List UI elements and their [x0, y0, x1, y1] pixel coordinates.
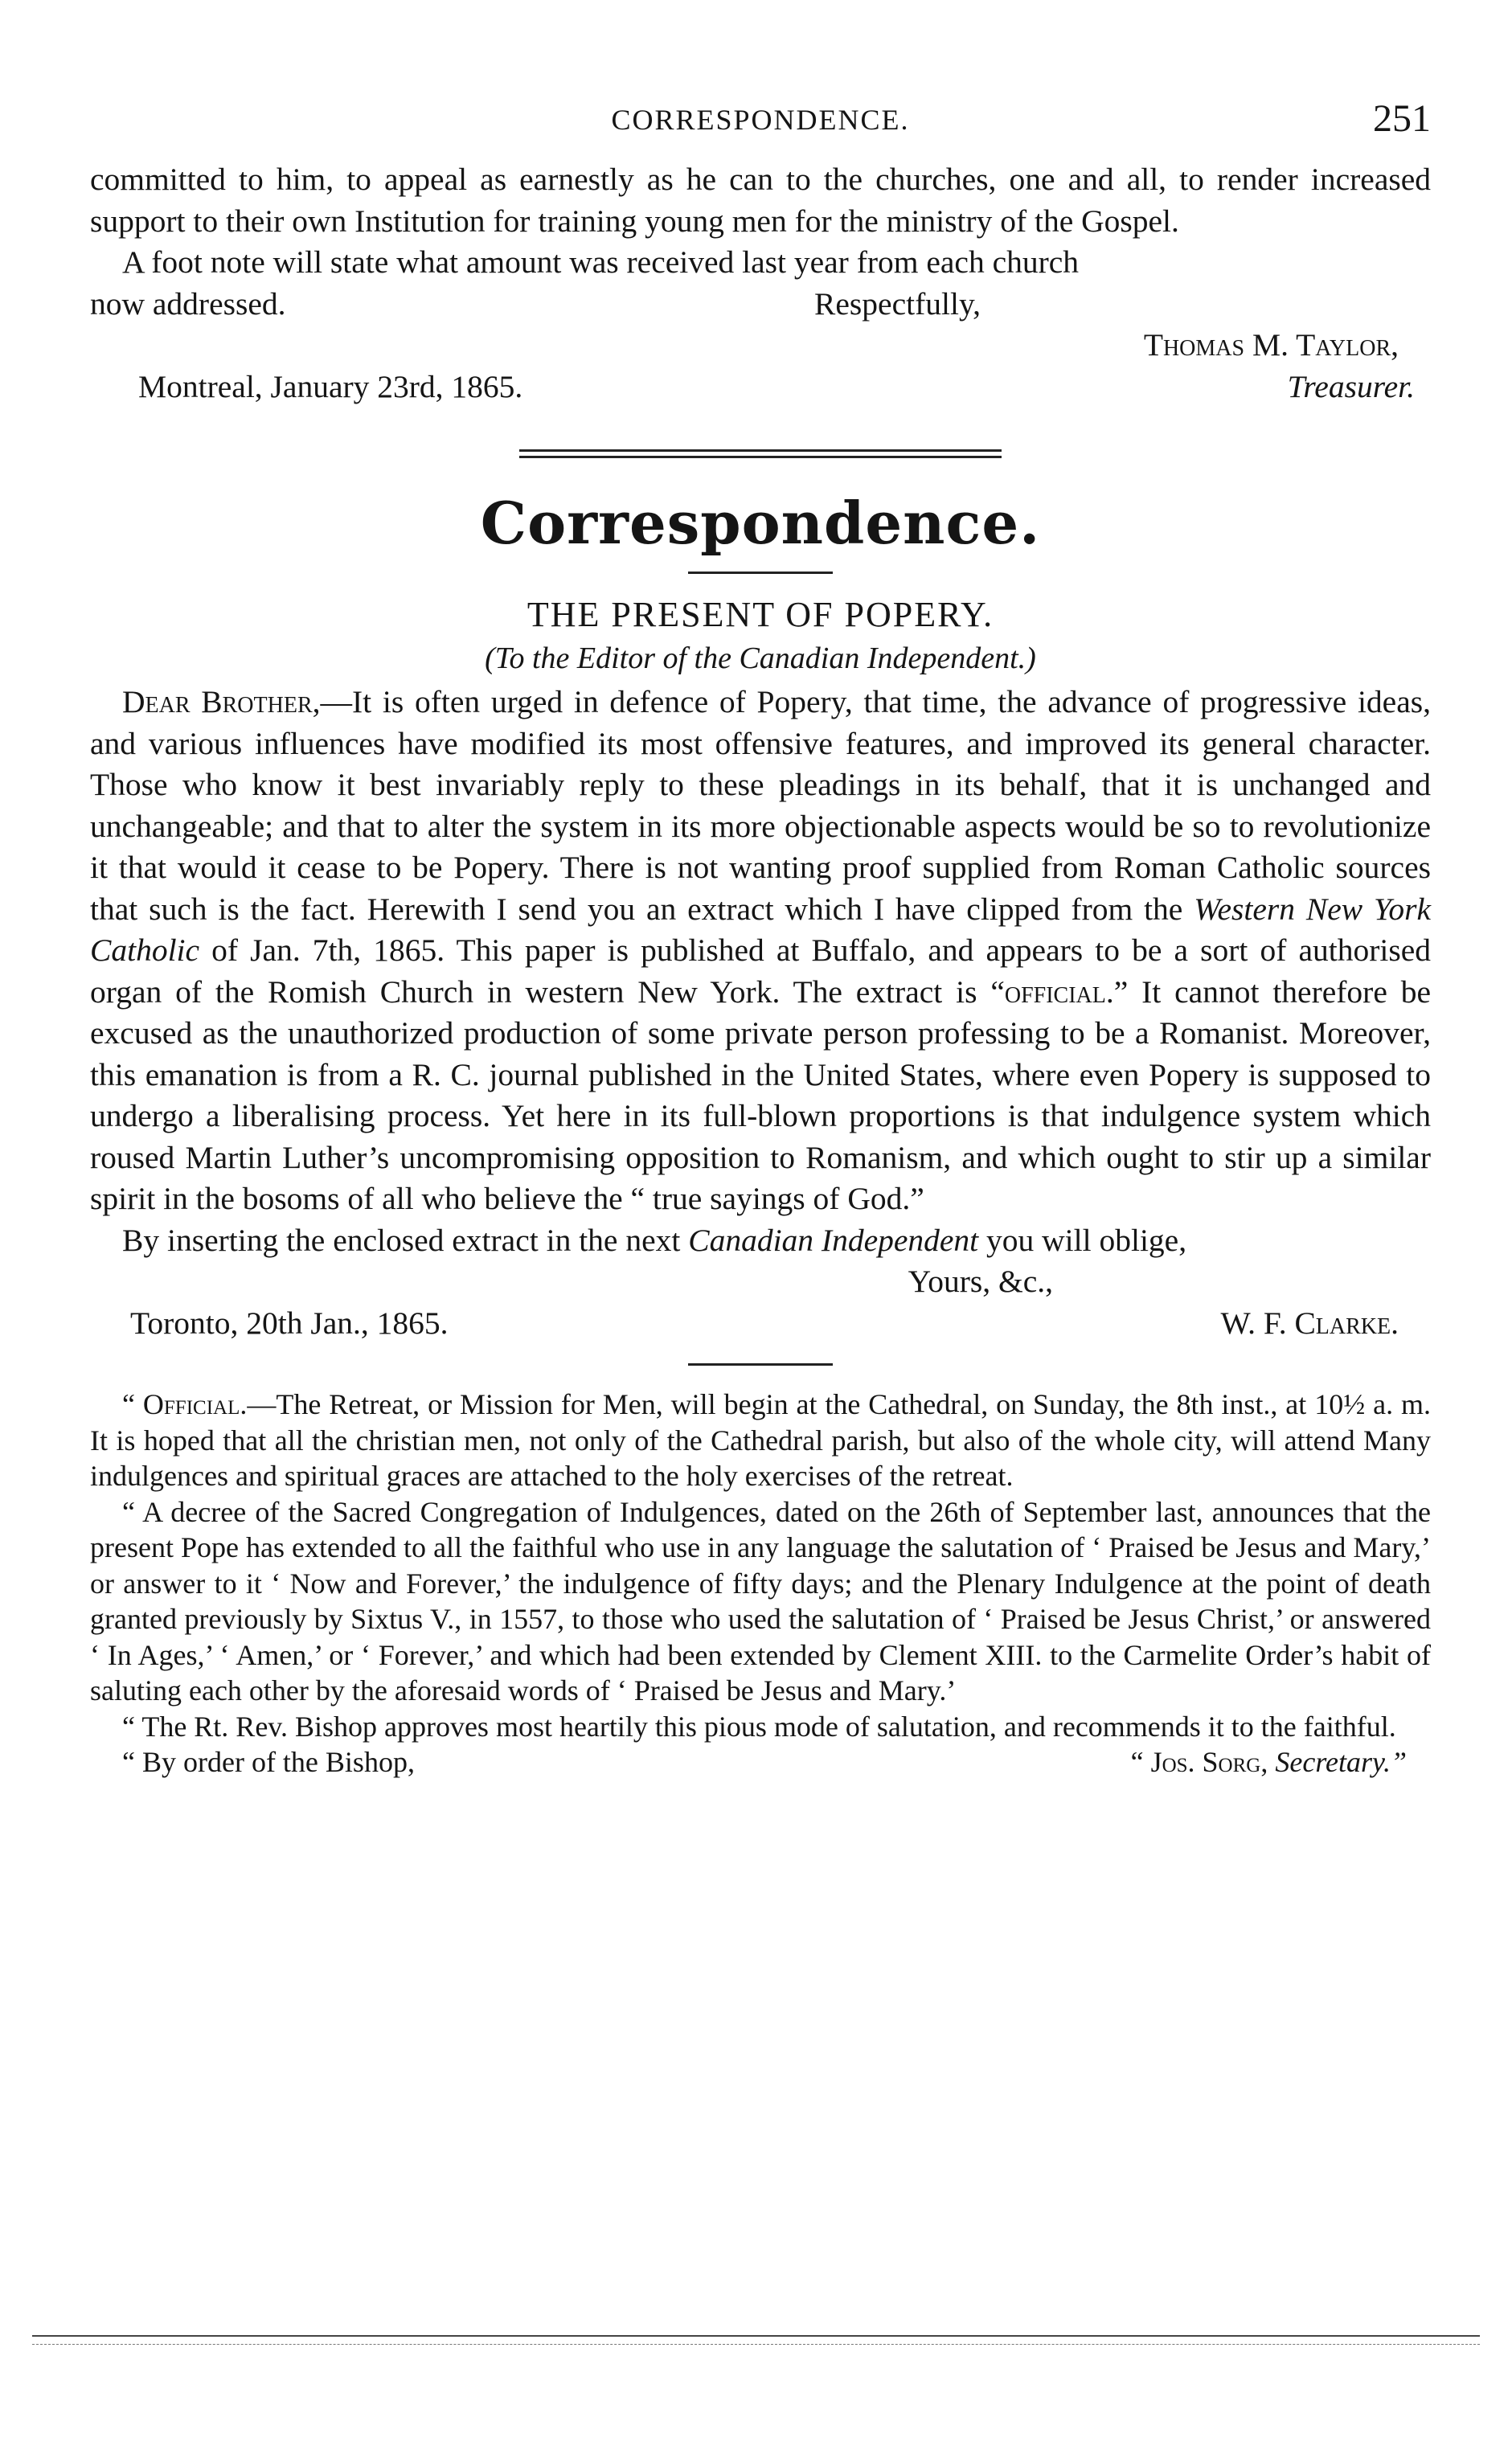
extract-paragraph-2: “ A decree of the Sacred Congregation of Indulgences, dated on the 26th of September last, announces that the present Pope has extended to all the faithful who use in any language the salutation of ‘ Praised be Jesus and Mary,’ or answer to it ‘ Now and Forever,’ the indulgence of fifty days; and the Plenary Indulgence at the point of death granted previously by Sixtus V., in 1557, to those who used the salutation of ‘ Praised be Jesus Christ,’ or answered ‘ In Ages,’ ‘ Amen,’ or ‘ Forever,’ and which had been extended by Clement XIII. to the Carmelite Order’s habit of saluting each other by the aforesaid words of ‘ Praised be Jesus and Mary.’ — [90, 1495, 1431, 1707]
article-signature: W. F. Clarke. — [1220, 1305, 1399, 1341]
secretary — [1131, 1744, 1407, 1780]
extract-label: “ Official. — [122, 1388, 248, 1420]
secretary-name: “ Jos. Sorg, — [1130, 1746, 1268, 1778]
newspaper-name: Canadian Independent — [688, 1222, 979, 1258]
letter-body: committed to him, to appeal as earnestly as he can to the churches, one and all, to render increased support to their own Institution for training young men for the ministry of the Gospel. — [90, 162, 1431, 239]
running-title: CORRESPONDENCE. — [611, 104, 910, 136]
heading-rule — [688, 572, 833, 574]
addressed-line — [90, 284, 1431, 326]
bottom-border-dashed — [32, 2344, 1480, 2345]
salutation: Dear Brother, — [122, 684, 321, 719]
letter-footnote-line: A foot note will state what amount was received last year from each church — [122, 244, 1080, 280]
letter-role: Treasurer. — [1287, 368, 1415, 404]
addressed-text: now addressed. — [90, 285, 286, 322]
page-header — [90, 97, 1431, 159]
extract-paragraph-3: “ The Rt. Rev. Bishop approves most heartily this pious mode of salutation, and recommends it to the faithful. — [122, 1710, 1396, 1743]
letter-place-date-line — [90, 367, 1431, 408]
secretary-title: Secretary.” — [1275, 1746, 1407, 1778]
official-word: official. — [1004, 973, 1114, 1010]
extract-signature-line — [90, 1744, 1431, 1780]
article-paragraph-1: Dear Brother,—It is often urged in defence of Popery, that time, the advance of progressive ideas, and various influences have modified its most offensive features, and improved its general character. Those who know it best invariably reply to these pleadings in its behalf, that it is unchanged and unchangeable; and that to alter the system in its more objectionable aspects would be so to revolutionize it that would it cease to be Popery. There is not wanting proof supplied from Roman Catholic sources that such is the fact. Herewith I send you an extract which I have clipped from the Western New York Catholic of Jan. 7th, 1865. This paper is published at Buffalo, and appears to be a sort of authorised organ of the Romish Church in western New York. The extract is “official.” It cannot therefore be excused as the unauthorized production of some private person professing to be a Romanist. Moreover, this emanation is from a R. C. journal published in the United States, where even Popery is supposed to undergo a liberalising process. Yet here in its full-blown proportions is that indulgence system which roused Martin Luther’s uncompromising opposition to Romanism, and which ought to stir up a similar spirit in the bosoms of all who believe the “ true sayings of God.” — [90, 684, 1432, 1216]
letter-signature: Thomas M. Taylor, — [1143, 327, 1399, 363]
order-line: “ By order of the Bishop, — [122, 1746, 415, 1778]
bottom-border — [32, 2335, 1480, 2337]
letter-place-date: Montreal, January 23rd, 1865. — [138, 368, 523, 404]
page-content — [90, 97, 1432, 1780]
article-place-date: Toronto, 20th Jan., 1865. — [130, 1305, 449, 1341]
article-title: THE PRESENT OF POPERY. — [527, 595, 994, 634]
extract-rule — [688, 1363, 833, 1366]
respectfully-text: Respectfully, — [814, 285, 981, 322]
section-divider — [519, 449, 1002, 458]
article-closing: Yours, &c., — [908, 1264, 1053, 1299]
page-number: 251 — [1373, 97, 1431, 140]
article-signature-line — [90, 1303, 1431, 1345]
article-subtitle: (To the Editor of the Canadian Independent.) — [485, 641, 1036, 675]
article-paragraph-2: By inserting the enclosed extract in the next Canadian Independent you will oblige, — [122, 1222, 1187, 1258]
extract-paragraph-1: “ Official.—The Retreat, or Mission for Men, will begin at the Cathedral, on Sunday, the 8th inst., at 10½ a. m. It is hoped that all the christian men, not only of the Cathedral parish, but also of the whole city, will attend Many indulgences and spiritual graces are attached to the holy exercises of the retreat. — [90, 1388, 1431, 1492]
paper-name: Western New York Catholic — [90, 891, 1431, 968]
section-heading: Correspondence. — [480, 489, 1041, 557]
